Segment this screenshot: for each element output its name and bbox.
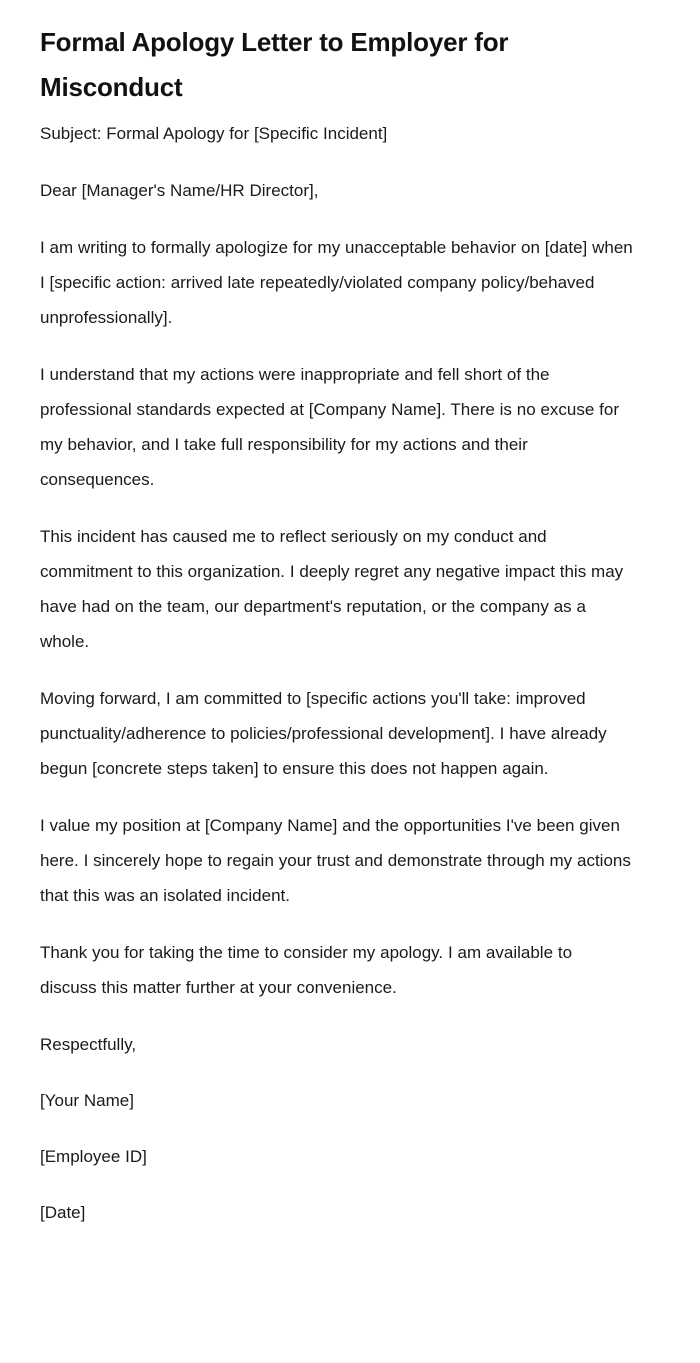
signature-name: [Your Name] — [40, 1091, 134, 1110]
letter-body — [40, 116, 633, 1230]
opening-apology-paragraph: I am writing to formally apologize for my unacceptable behavior on [date] when I [specific action: arrived late repeatedly/violated company policy/behaved unprofessionally]. — [40, 238, 633, 327]
closing-thanks-paragraph: Thank you for taking the time to consider my apology. I am available to discuss this matter further at your convenience. — [40, 943, 573, 997]
reflection-paragraph: This incident has caused me to reflect seriously on my conduct and commitment to this organization. I deeply regret any negative impact this may have had on the team, our department's reputation, or the company as a whole. — [40, 527, 624, 651]
page-title: Formal Apology Letter to Employer for Misconduct — [40, 27, 509, 102]
signature-date: [Date] — [40, 1203, 86, 1222]
signature-employee-id: [Employee ID] — [40, 1147, 147, 1166]
corrective-actions-paragraph: Moving forward, I am committed to [specific actions you'll take: improved punctuality/adherence to policies/professional development]. I have already begun [concrete steps taken] to ensure this does not happen again. — [40, 689, 607, 778]
acknowledgement-paragraph: I understand that my actions were inappropriate and fell short of the professional standards expected at [Company Name]. There is no excuse for my behavior, and I take full responsibility for my actions and their consequences. — [40, 365, 619, 489]
value-statement-paragraph: I value my position at [Company Name] and the opportunities I've been given here. I sincerely hope to regain your trust and demonstrate through my actions that this was an isolated incident. — [40, 816, 631, 905]
salutation: Dear [Manager's Name/HR Director], — [40, 181, 319, 200]
sign-off: Respectfully, — [40, 1035, 137, 1054]
subject-line: Subject: Formal Apology for [Specific Incident] — [40, 124, 388, 143]
